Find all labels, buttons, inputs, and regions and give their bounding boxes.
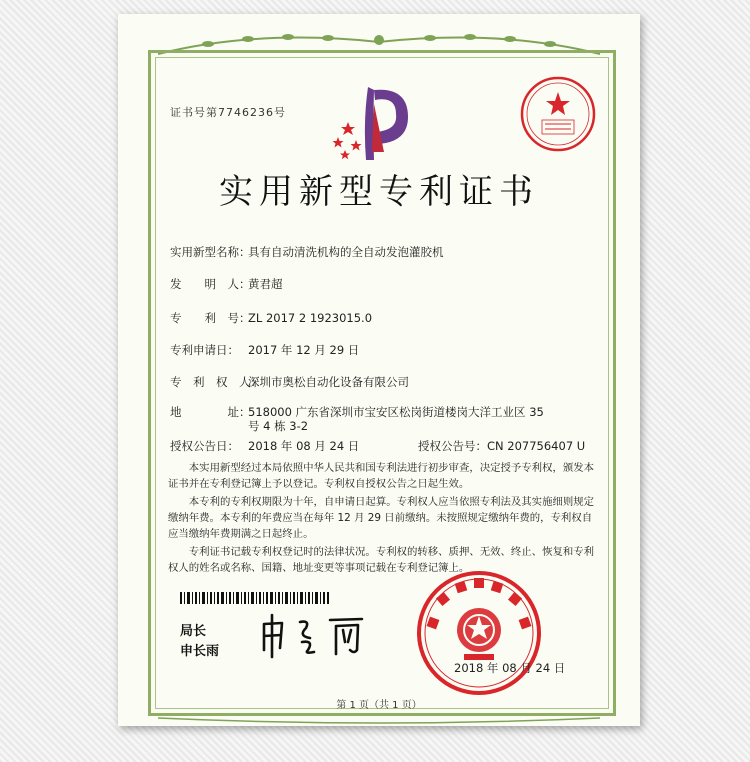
field-patentee: 专 利 权 人：深圳市奥松自动化设备有限公司: [170, 375, 409, 389]
field-address: 地 址：518000 广东省深圳市宝安区松岗街道楼岗大洋工业区 35: [170, 405, 544, 419]
field-address-continued: 号 4 栋 3-2: [248, 419, 309, 433]
handwritten-signature: [258, 610, 378, 660]
certificate-paper: [118, 14, 640, 726]
certificate-number: 证书号第7746236号: [170, 106, 286, 119]
seal-date: 2018 年 08 月 24 日: [454, 661, 566, 675]
field-application-date: 专利申请日： 2017 年 12 月 29 日: [170, 343, 360, 357]
field-patent-number: 专 利 号：ZL 2017 2 1923015.0: [170, 311, 373, 325]
signatory-name: 申长雨: [180, 644, 220, 659]
field-grant-date: 授权公告日： 2018 年 08 月 24 日: [170, 439, 360, 453]
bottom-vine-ornament: [118, 714, 640, 726]
certificate-title: 实用新型专利证书: [219, 172, 539, 212]
national-ip-office-seal: [414, 568, 544, 698]
field-inventor: 发 明 人：黄君超: [170, 277, 283, 291]
paragraph-1: 本实用新型经过本局依照中华人民共和国专利法进行初步审查，决定授予专利权，颁发本证书并在专利登记簿上予以登记。专利权自授权公告之日起生效。: [168, 462, 595, 490]
field-utility-model-name: 实用新型名称：具有自动清洗机构的全自动发泡灌胶机: [170, 245, 444, 259]
barcode-icon: [180, 592, 330, 604]
page-number: 第 1 页（共 1 页）: [336, 700, 422, 711]
signatory-title: 局长: [180, 624, 207, 639]
agent-seal: [518, 74, 598, 154]
paragraph-3: 专利证书记载专利权登记时的法律状况。专利权的转移、质押、无效、终止、恢复和专利权人的姓名或名称、国籍、地址变更等事项记载在专利登记簿上。: [168, 546, 595, 574]
patent-office-emblem-icon: [328, 82, 428, 162]
paragraph-2: 本专利的专利权期限为十年，自申请日起算。专利权人应当依照专利法及其实施细则规定缴纳年费。本专利的年费应当在每年 12 月 29 日前缴纳。未按照规定缴纳年费的，专利权自应当缴纳年费期满之日起终止。: [168, 496, 595, 540]
grant-publication-number: 授权公告号：CN 207756407 U: [418, 439, 586, 453]
